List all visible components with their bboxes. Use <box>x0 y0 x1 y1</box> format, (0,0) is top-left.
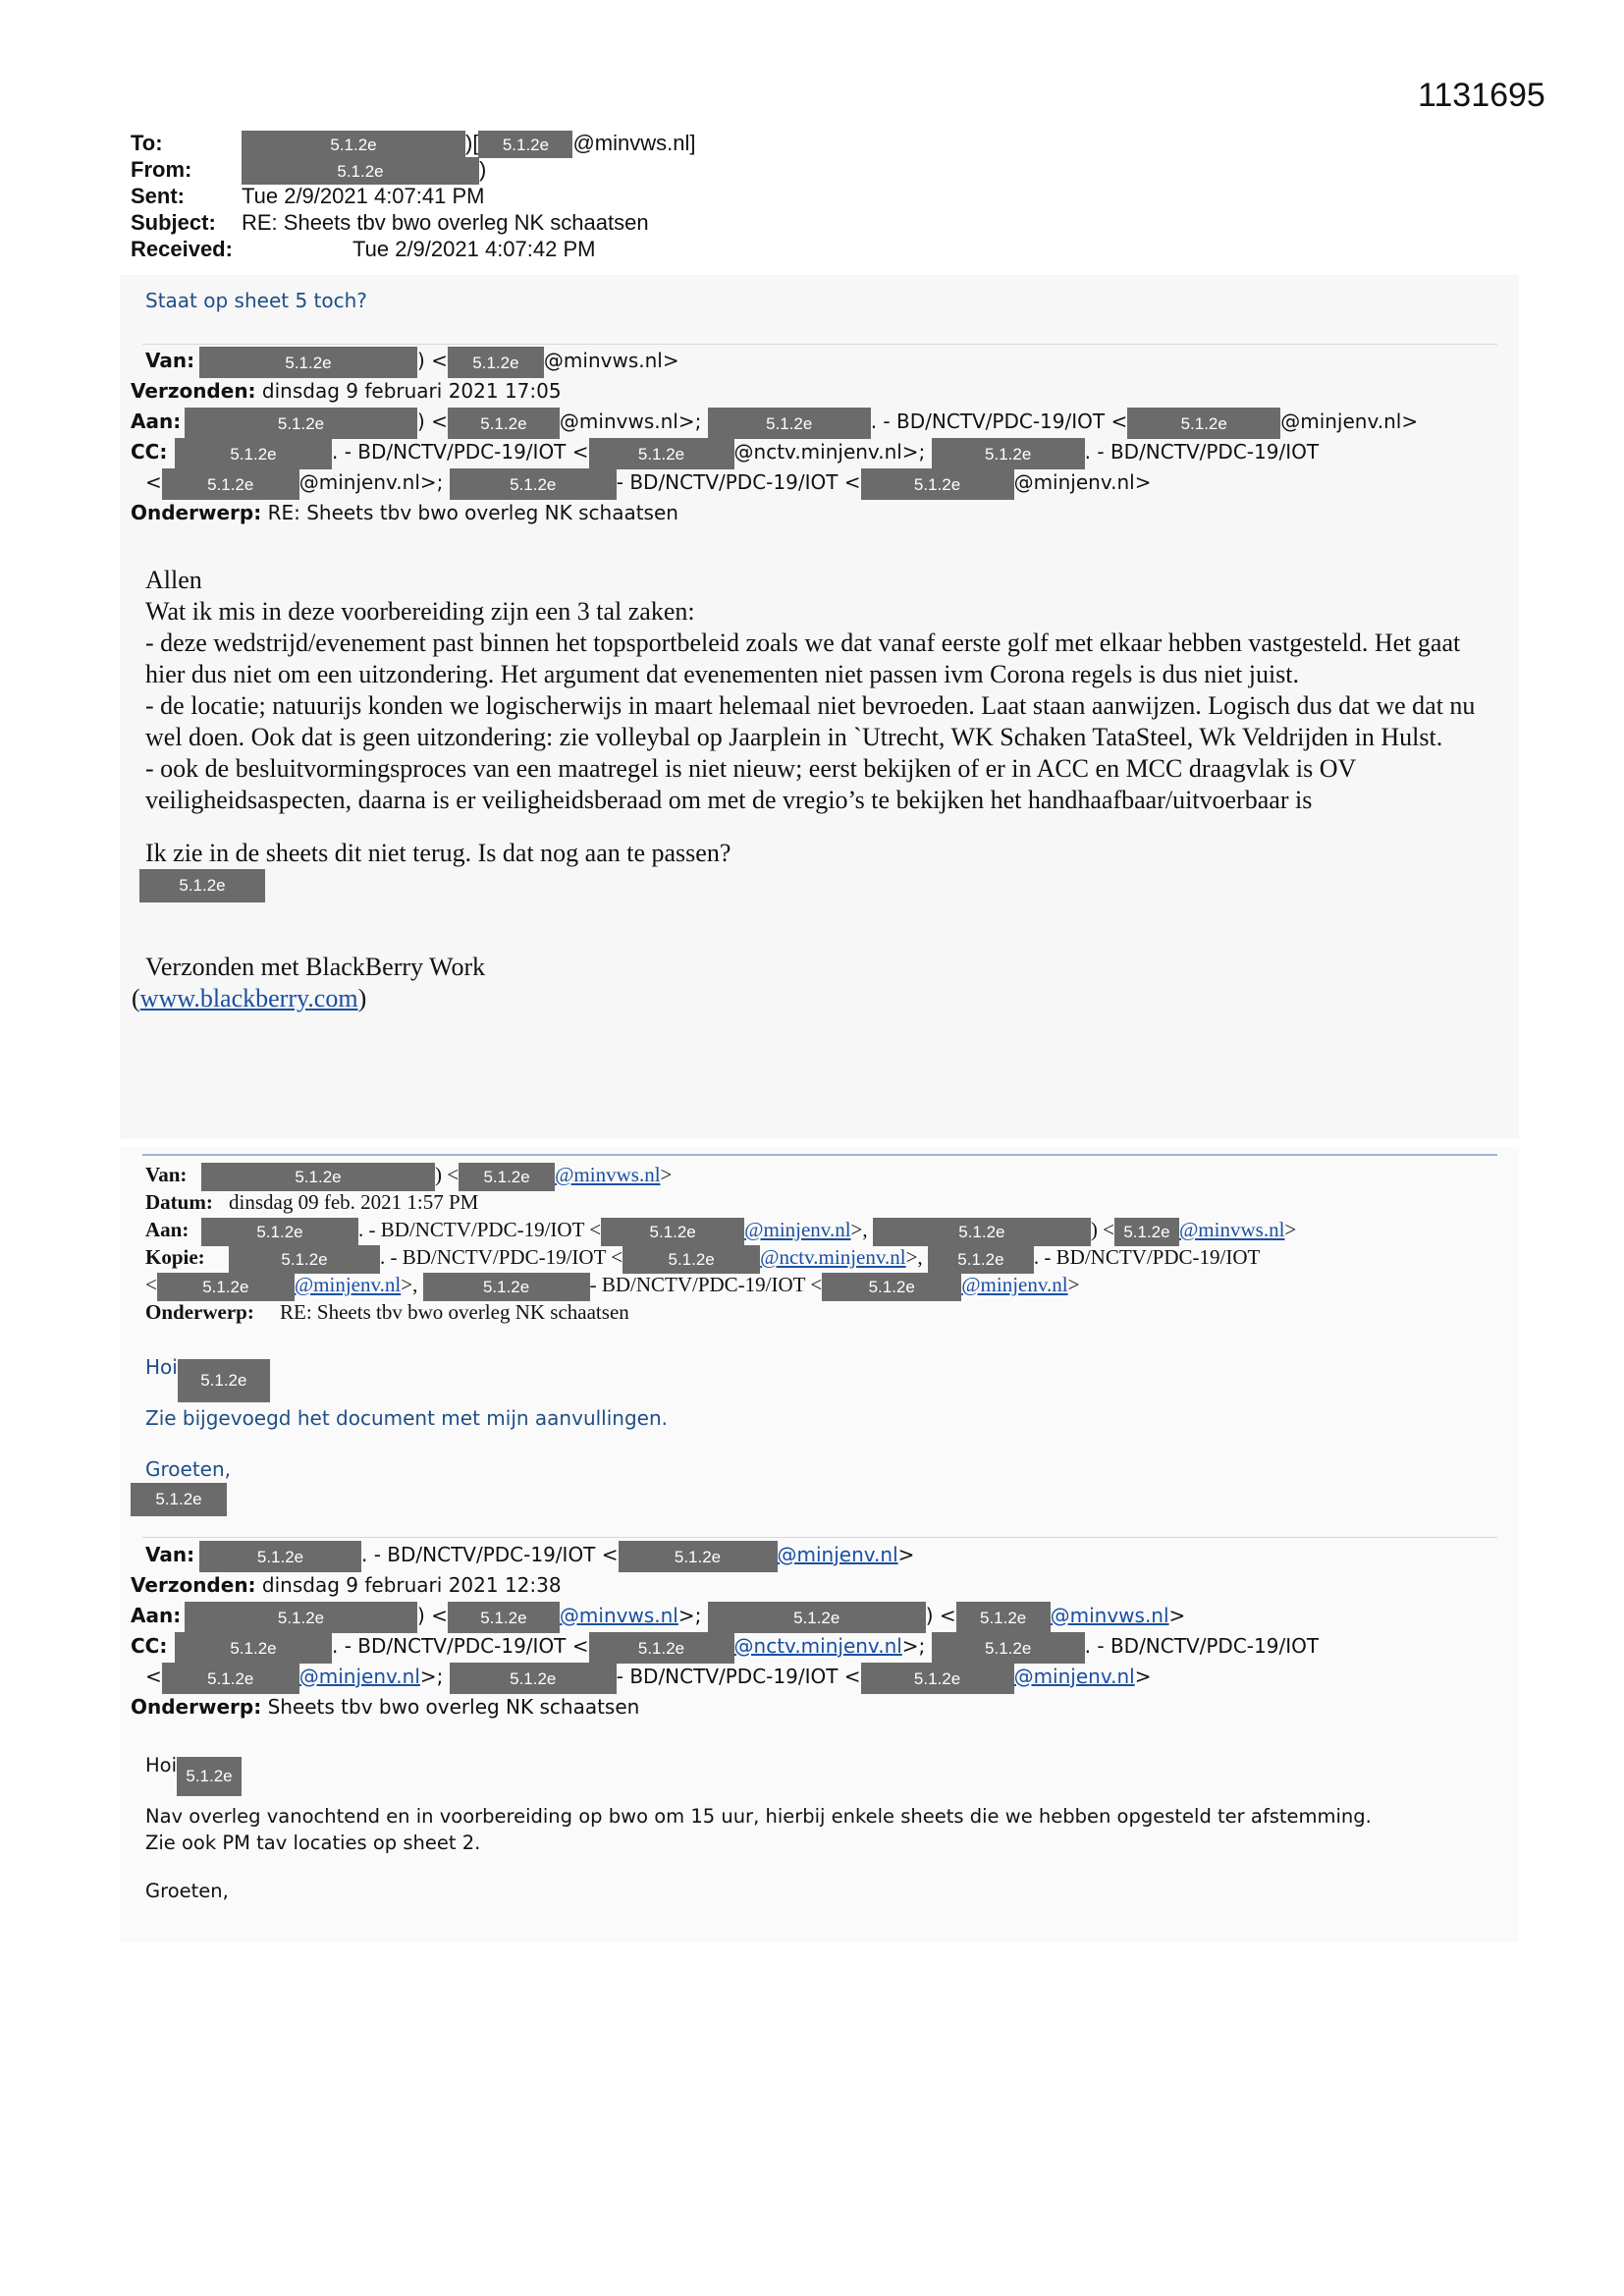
reply-text: Staat op sheet 5 toch? <box>145 289 367 312</box>
redaction: 5.1.2e <box>201 1218 358 1246</box>
body-line-1: Nav overleg vanochtend en in voorbereiding op bwo om 15 uur, hierbij enkele sheets die we hebben opgesteld ter afstemming. <box>145 1805 1372 1828</box>
van-separator: ) < <box>417 349 448 372</box>
aan-domain[interactable]: @minjenv.nl <box>744 1218 851 1241</box>
to-label: To: <box>131 131 163 155</box>
redaction: 5.1.2e <box>623 1245 760 1274</box>
email3-onderwerp-row <box>131 1692 639 1722</box>
greeting: Allen <box>145 566 202 594</box>
redaction: 5.1.2e <box>450 1663 617 1694</box>
aan-domain[interactable]: @minvws.nl <box>1050 1604 1169 1627</box>
redaction: 5.1.2e <box>932 438 1085 469</box>
aan-organisation: . - BD/NCTV/PDC-19/IOT < <box>870 410 1128 433</box>
sent-value: Tue 2/9/2021 4:07:41 PM <box>242 184 485 208</box>
question: Ik zie in de sheets dit niet terug. Is dat nog aan te passen? <box>145 839 731 867</box>
redaction: 5.1.2e <box>178 1359 270 1402</box>
cc-domain[interactable]: @nctv.minjenv.nl <box>733 1634 902 1658</box>
redaction: 5.1.2e <box>162 1663 299 1694</box>
email2-signature-redaction <box>131 1483 227 1516</box>
cc-label: CC: <box>131 440 168 464</box>
van-label: Van: <box>145 1163 188 1186</box>
verzonden-label: Verzonden: <box>131 379 256 403</box>
email1-onderwerp-row <box>131 498 678 528</box>
aan-value: 5.1.2e . - BD/NCTV/PDC-19/IOT < 5.1.2e @minjenv.nl>, 5.1.2e ) < 5.1.2e @minvws.nl> <box>201 1216 1296 1246</box>
cc-organisation: . - BD/NCTV/PDC-19/IOT <box>1084 1634 1320 1658</box>
redaction: 5.1.2e <box>175 438 332 469</box>
kopie-organisation: . - BD/NCTV/PDC-19/IOT < <box>380 1245 623 1269</box>
cc-domain: @nctv.minjenv.nl>; <box>733 440 926 464</box>
kopie-organisation: - BD/NCTV/PDC-19/IOT < <box>589 1273 823 1296</box>
divider <box>142 1154 1497 1156</box>
kopie-domain[interactable]: @nctv.minjenv.nl <box>760 1245 906 1269</box>
aan-value: 5.1.2e ) < 5.1.2e @minvws.nl>; 5.1.2e ) < 5.1.2e @minvws.nl> <box>185 1601 1185 1633</box>
redaction: 5.1.2e <box>619 1541 778 1572</box>
van-label: Van: <box>145 349 195 372</box>
redaction: 5.1.2e <box>822 1273 961 1301</box>
email3-van-row <box>131 1540 915 1570</box>
aan-separator: ) < <box>1090 1218 1114 1241</box>
point-2: - de locatie; natuurijs konden we logischerwijs in maart helemaal niet bevroeden. Laat staan aanwijzen. Logisch dus dat we dat nu wel doen. Ook dat is geen uitzondering: zie volleybal op Jaarplein in `Utrecht, WK Schaken TataSteel, Wk Veldrijden in Hulst. <box>145 691 1476 751</box>
from-value <box>242 156 486 185</box>
redaction: 5.1.2e <box>450 468 617 500</box>
van-domain: @minvws.nl> <box>543 349 679 372</box>
redaction: 5.1.2e <box>131 1483 227 1516</box>
blackberry-link[interactable]: www.blackberry.com <box>139 984 358 1013</box>
greeting: Hoi <box>145 1754 178 1777</box>
body-line-2: Zie ook PM tav locaties op sheet 2. <box>145 1831 481 1854</box>
email1-aan-row <box>131 407 1419 437</box>
email3-header <box>131 1540 1320 1722</box>
van-separator: ) < <box>435 1163 460 1186</box>
van-value <box>199 346 679 378</box>
redaction: 5.1.2e <box>199 347 417 378</box>
cc-domain: @minjenv.nl> <box>1013 470 1152 494</box>
redaction: 5.1.2e <box>157 1273 295 1301</box>
intro: Wat ik mis in deze voorbereiding zijn een 3 tal zaken: <box>145 597 695 626</box>
to-separator: )[ <box>465 131 479 155</box>
redaction: 5.1.2e <box>423 1273 590 1301</box>
redaction: 5.1.2e <box>162 468 299 500</box>
kopie-value: 5.1.2e . - BD/NCTV/PDC-19/IOT < 5.1.2e @nctv.minjenv.nl>, 5.1.2e . - BD/NCTV/PDC-19/IOT <box>229 1243 1260 1274</box>
aan-domain[interactable]: @minvws.nl <box>559 1604 678 1627</box>
from-label: From: <box>131 157 192 182</box>
redaction: 5.1.2e <box>199 1541 361 1572</box>
kopie-domain[interactable]: @minjenv.nl <box>961 1273 1068 1296</box>
cc-organisation: - BD/NCTV/PDC-19/IOT < <box>616 1665 861 1688</box>
redaction: 5.1.2e <box>589 438 734 469</box>
redaction: 5.1.2e <box>448 347 544 378</box>
received-label: Received: <box>131 237 233 261</box>
redaction: 5.1.2e <box>459 1163 555 1191</box>
document-number: 1131695 <box>1418 77 1545 114</box>
cc-organisation: . - BD/NCTV/PDC-19/IOT < <box>332 440 589 464</box>
onderwerp-label: Onderwerp: <box>145 1300 254 1324</box>
cc-organisation: . - BD/NCTV/PDC-19/IOT <box>1084 440 1320 464</box>
paren-close: ) <box>357 984 367 1013</box>
onderwerp-value: RE: Sheets tbv bwo overleg NK schaatsen <box>280 1300 629 1324</box>
onderwerp-value: RE: Sheets tbv bwo overleg NK schaatsen <box>267 501 678 524</box>
van-label: Van: <box>145 1543 195 1566</box>
divider <box>142 344 1497 345</box>
kopie-continued-value: < 5.1.2e @minjenv.nl>, 5.1.2e - BD/NCTV/PDC-19/IOT < 5.1.2e @minjenv.nl> <box>145 1271 1079 1301</box>
van-value: 5.1.2e ) < 5.1.2e @minvws.nl> <box>201 1161 672 1191</box>
redaction: 5.1.2e <box>601 1218 744 1246</box>
subject-value: RE: Sheets tbv bwo overleg NK schaatsen <box>242 210 649 235</box>
email3-body <box>145 1803 1372 1904</box>
redaction: 5.1.2e <box>928 1245 1034 1274</box>
paren-open: ( <box>132 984 140 1013</box>
redaction: 5.1.2e <box>873 1218 1091 1246</box>
verzonden-value: dinsdag 9 februari 2021 12:38 <box>261 1573 562 1597</box>
redaction: 5.1.2e <box>448 1602 560 1633</box>
redaction: 5.1.2e <box>177 1757 242 1796</box>
closing: Groeten, <box>145 1880 229 1902</box>
email1-header <box>131 346 1419 528</box>
greeting: Hoi <box>145 1355 178 1379</box>
cc-domain[interactable]: @minjenv.nl <box>298 1665 420 1688</box>
email1-verzonden-row <box>131 376 678 407</box>
redaction: 5.1.2e <box>956 1602 1051 1633</box>
verzonden-label: Verzonden: <box>131 1573 256 1597</box>
aan-domain: @minvws.nl>; <box>559 410 702 433</box>
cc-domain[interactable]: @minjenv.nl <box>1013 1665 1135 1688</box>
van-domain[interactable]: @minvws.nl <box>555 1163 661 1186</box>
email2-body: Zie bijgevoegd het document met mijn aanvullingen. <box>145 1406 668 1430</box>
cc-label: CC: <box>131 1634 168 1658</box>
cc-organisation: . - BD/NCTV/PDC-19/IOT < <box>332 1634 589 1658</box>
email3-verzonden-row <box>131 1570 639 1601</box>
aan-organisation: . - BD/NCTV/PDC-19/IOT < <box>358 1218 602 1241</box>
onderwerp-label: Onderwerp: <box>131 501 262 524</box>
cc-domain: @minjenv.nl>; <box>298 470 444 494</box>
aan-separator: ) < <box>925 1604 956 1627</box>
aan-separator: ) < <box>417 1604 448 1627</box>
redaction: 5.1.2e <box>201 1163 435 1191</box>
redaction: 5.1.2e <box>185 408 417 439</box>
email2-greeting-line <box>145 1355 270 1402</box>
redaction: 5.1.2e <box>242 157 479 185</box>
redaction: 5.1.2e <box>139 869 265 902</box>
redaction: 5.1.2e <box>1127 408 1280 439</box>
van-value: 5.1.2e . - BD/NCTV/PDC-19/IOT < 5.1.2e @minjenv.nl> <box>199 1540 914 1572</box>
redaction: 5.1.2e <box>448 408 560 439</box>
onderwerp-value: Sheets tbv bwo overleg NK schaatsen <box>267 1695 640 1719</box>
redaction: 5.1.2e <box>242 131 465 158</box>
blackberry-link-line <box>132 983 1500 1014</box>
redaction: 5.1.2e <box>861 468 1014 500</box>
kopie-organisation: . - BD/NCTV/PDC-19/IOT <box>1033 1245 1261 1269</box>
aan-label: Aan: <box>145 1218 189 1241</box>
email1-van-row <box>131 346 678 376</box>
email2-closing: Groeten, <box>145 1457 232 1481</box>
from-close: ) <box>479 157 487 182</box>
email1-body <box>132 565 1500 1014</box>
kopie-label: Kopie: <box>145 1245 205 1269</box>
van-domain[interactable]: @minjenv.nl <box>777 1543 898 1566</box>
datum-label: Datum: <box>145 1190 213 1214</box>
cc-organisation: - BD/NCTV/PDC-19/IOT < <box>616 470 861 494</box>
redaction: 5.1.2e <box>229 1245 380 1274</box>
onderwerp-label: Onderwerp: <box>131 1695 262 1719</box>
email3-cc-row <box>131 1631 1320 1662</box>
point-1: - deze wedstrijd/evenement past binnen het topsportbeleid zoals we dat vanaf eerste golf met elkaar hebben vastgesteld. Het gaat hier dus niet om een uitzondering. Het argument dat evenementen niet passen ivm Corona regels is dus niet juist. <box>145 629 1461 688</box>
email1-cc-continued-row <box>131 467 1152 498</box>
cc-continued-value: < 5.1.2e @minjenv.nl>; 5.1.2e - BD/NCTV/PDC-19/IOT < 5.1.2e @minjenv.nl> <box>145 1662 1151 1694</box>
redaction: 5.1.2e <box>932 1632 1085 1664</box>
redaction: 5.1.2e <box>708 1602 926 1633</box>
aan-label: Aan: <box>131 410 182 433</box>
aan-separator: ) < <box>417 410 448 433</box>
redaction: 5.1.2e <box>478 131 572 158</box>
verzonden-value: dinsdag 9 februari 2021 17:05 <box>261 379 562 403</box>
redaction: 5.1.2e <box>589 1632 734 1664</box>
redaction: 5.1.2e <box>175 1632 332 1664</box>
received-value: Tue 2/9/2021 4:07:42 PM <box>352 237 596 261</box>
cc-open-bracket: < <box>145 470 162 494</box>
cc-value <box>175 437 1319 469</box>
aan-domain[interactable]: @minvws.nl <box>1178 1218 1285 1241</box>
kopie-domain[interactable]: @minjenv.nl <box>294 1273 402 1296</box>
aan-domain: @minjenv.nl> <box>1280 410 1419 433</box>
redaction: 5.1.2e <box>861 1663 1014 1694</box>
aan-value <box>185 407 1418 439</box>
email3-greeting-line <box>145 1752 242 1796</box>
to-value <box>242 130 695 158</box>
datum-value: dinsdag 09 feb. 2021 1:57 PM <box>229 1190 479 1214</box>
divider <box>142 1537 1497 1538</box>
sent-label: Sent: <box>131 184 185 208</box>
van-organisation: . - BD/NCTV/PDC-19/IOT < <box>361 1543 619 1566</box>
cc-continued-value <box>145 467 1151 500</box>
email1-cc-row <box>131 437 1320 467</box>
aan-label: Aan: <box>131 1604 182 1627</box>
sender-signature-redaction <box>139 869 1500 902</box>
cc-value: 5.1.2e . - BD/NCTV/PDC-19/IOT < 5.1.2e @nctv.minjenv.nl>; 5.1.2e . - BD/NCTV/PDC-19/IOT <box>175 1631 1319 1664</box>
email3-aan-row <box>131 1601 1186 1631</box>
email3-cc-continued-row <box>131 1662 1152 1692</box>
redaction: 5.1.2e <box>708 408 871 439</box>
to-domain: @minvws.nl] <box>572 131 696 155</box>
blackberry-signature: Verzonden met BlackBerry Work <box>145 953 486 982</box>
redaction: 5.1.2e <box>185 1602 417 1633</box>
subject-label: Subject: <box>131 210 216 235</box>
point-3: - ook de besluitvormingsproces van een maatregel is niet nieuw; eerst bekijken of er in ACC en MCC draagvlak is OV veiligheidsaspecten, daarna is er veiligheidsberaad om met de vregio’s te bekijken het handhaafbaar/uitvoerbaar is <box>145 754 1356 814</box>
redaction: 5.1.2e <box>1114 1218 1179 1246</box>
